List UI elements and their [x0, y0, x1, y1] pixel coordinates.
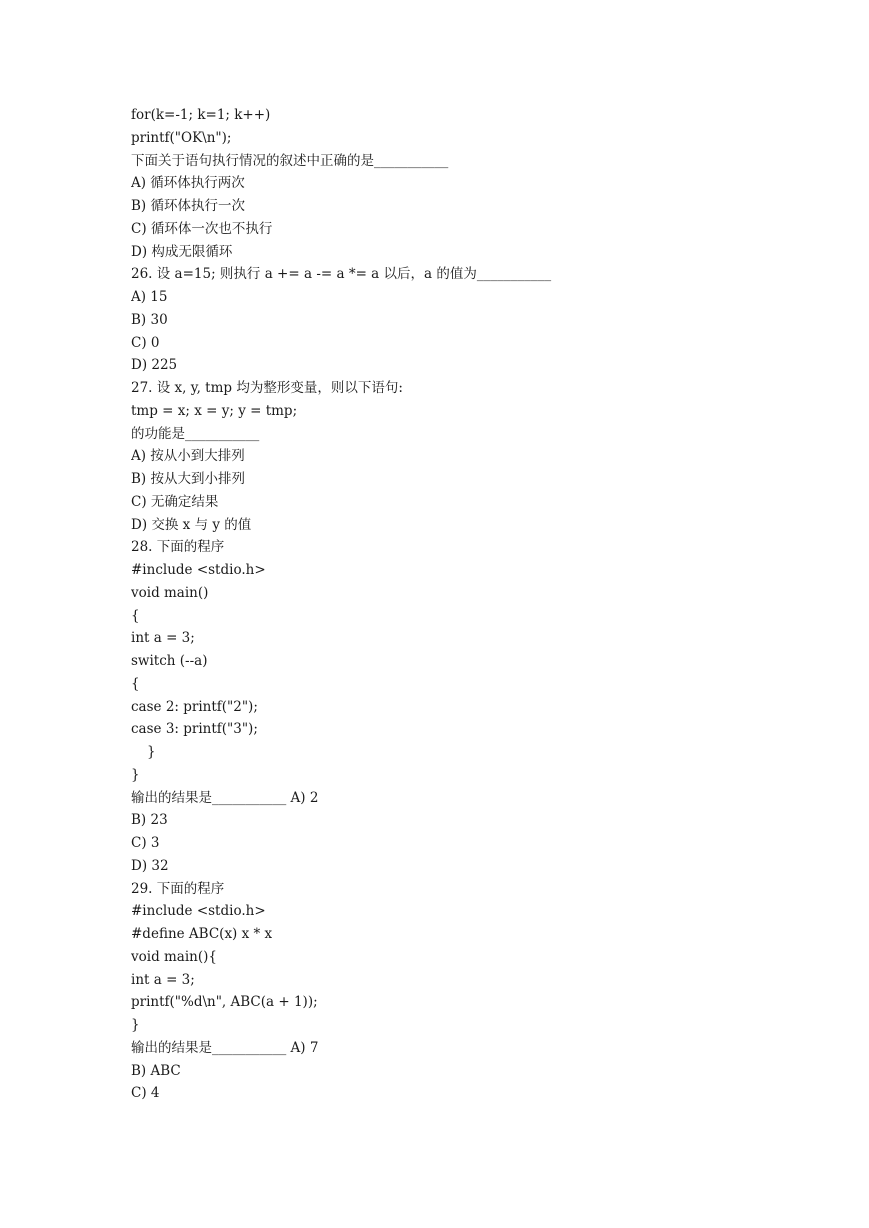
answer-option: C) 4 [131, 1085, 160, 1102]
question-27: 27. 设 x, y, tmp 均为整形变量，则以下语句: [131, 380, 403, 396]
code-line: #include <stdio.h> [131, 903, 266, 920]
code-line: printf("%d\n", ABC(a + 1)); [131, 994, 318, 1011]
code-line: int a = 3; [131, 630, 195, 647]
question-stem: 输出的结果是___________ A) 7 [131, 1039, 319, 1056]
code-line: { [131, 607, 140, 624]
code-line: } [131, 766, 140, 783]
code-line: for(k=-1; k=1; k++) [131, 107, 271, 123]
answer-option: D) 32 [131, 857, 169, 874]
answer-option: B) ABC [131, 1062, 181, 1079]
code-line: case 2: printf("2"); [131, 698, 258, 715]
question-stem: 输出的结果是___________ A) 2 [131, 789, 319, 806]
answer-option: C) 0 [131, 334, 160, 351]
code-line: #define ABC(x) x * x [131, 926, 273, 942]
answer-option: C) 3 [131, 835, 160, 851]
answer-option: C) 循环体一次也不执行 [131, 220, 273, 237]
answer-option: D) 交换 x 与 y 的值 [131, 516, 252, 533]
code-line: printf("OK\n"); [131, 129, 232, 146]
code-line: int a = 3; [131, 971, 195, 988]
question-26: 26. 设 a=15; 则执行 a += a -= a *= a 以后，a 的值为___________ [131, 266, 552, 283]
question-28: 28. 下面的程序 [131, 539, 225, 556]
code-line: void main(){ [131, 948, 217, 965]
answer-option: A) 15 [131, 289, 168, 305]
answer-option: B) 按从大到小排列 [131, 471, 245, 487]
answer-option: D) 225 [131, 357, 178, 374]
question-stem: 下面关于语句执行情况的叙述中正确的是___________ [131, 152, 449, 169]
answer-option: A) 循环体执行两次 [131, 175, 245, 192]
answer-option: B) 循环体执行一次 [131, 198, 245, 214]
code-line: } [147, 744, 156, 760]
code-line: void main() [131, 584, 209, 601]
code-line: switch (--a) [131, 653, 208, 669]
code-line: tmp = x; x = y; y = tmp; [131, 402, 298, 419]
answer-option: B) 30 [131, 311, 168, 328]
question-29: 29. 下面的程序 [131, 880, 225, 897]
answer-option: B) 23 [131, 812, 168, 829]
code-line: { [131, 675, 140, 692]
code-line: #include <stdio.h> [131, 562, 266, 578]
answer-option: D) 构成无限循环 [131, 243, 233, 260]
code-line: } [131, 1017, 140, 1033]
document-body [131, 104, 831, 1105]
code-line: case 3: printf("3"); [131, 721, 258, 738]
answer-option: C) 无确定结果 [131, 493, 219, 510]
answer-option: A) 按从小到大排列 [131, 448, 245, 465]
question-stem: 的功能是___________ [131, 425, 260, 442]
